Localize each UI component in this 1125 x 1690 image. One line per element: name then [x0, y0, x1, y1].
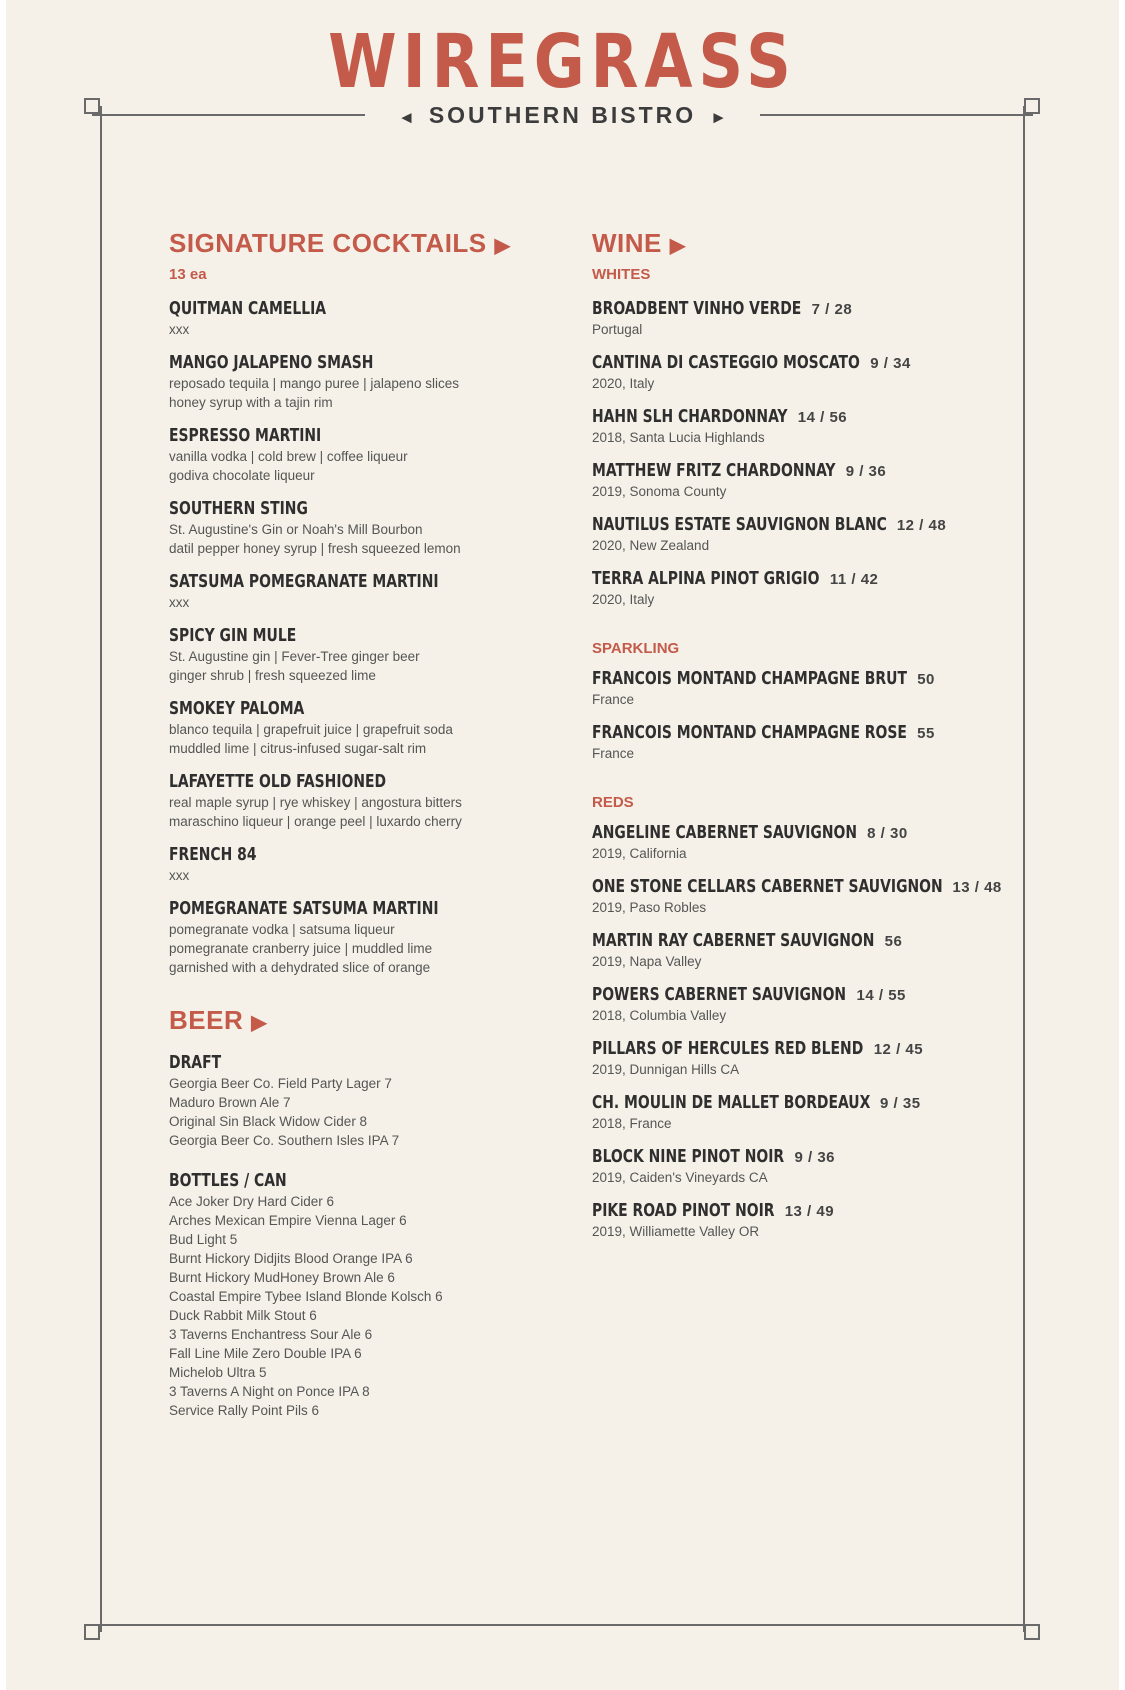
- cocktail-item: [169, 571, 569, 612]
- wine-row: [592, 876, 1012, 898]
- wine-item: [592, 1038, 1012, 1079]
- wine-name: ANGELINE CABERNET SAUVIGNON: [592, 822, 858, 843]
- cocktail-description: reposado tequila | mango puree | jalapeno slices: [169, 376, 459, 391]
- cocktail-description: honey syrup with a tajin rim: [169, 395, 333, 410]
- cocktail-item: [169, 844, 569, 885]
- whites-heading: WHITES: [592, 266, 651, 283]
- wine-detail: 2018, France: [592, 1116, 672, 1131]
- brand-logo: WIREGRASS: [328, 19, 797, 105]
- wine-row: [592, 514, 1012, 536]
- draft-beer-item: Maduro Brown Ale 7: [169, 1095, 291, 1110]
- wine-row: [592, 722, 1012, 744]
- wine-item: [592, 722, 1012, 763]
- frame-right-rule: [1023, 106, 1025, 1632]
- cocktail-description: datil pepper honey syrup | fresh squeezed lemon: [169, 541, 461, 556]
- cocktail-description: blanco tequila | grapefruit juice | grapefruit soda: [169, 722, 453, 737]
- wine-price: 8 / 30: [867, 825, 908, 842]
- wine-item: [592, 876, 1012, 917]
- cocktail-description: muddled lime | citrus-infused sugar-salt rim: [169, 741, 427, 756]
- reds-list: [592, 822, 1012, 1241]
- cocktail-description: real maple syrup | rye whiskey | angostura bitters: [169, 795, 462, 810]
- bottles-beer-item: Arches Mexican Empire Vienna Lager 6: [169, 1213, 407, 1228]
- draft-heading: DRAFT: [169, 1052, 222, 1073]
- wine-detail: 2019, California: [592, 846, 687, 861]
- bottles-beer-item: Michelob Ultra 5: [169, 1365, 267, 1380]
- cocktails-title-text: SIGNATURE COCKTAILS: [169, 228, 487, 258]
- bottles-beer-item: Burnt Hickory MudHoney Brown Ale 6: [169, 1270, 395, 1285]
- pennant-icon: ▶: [494, 235, 511, 257]
- wine-row: [592, 1038, 1012, 1060]
- cocktail-name: ESPRESSO MARTINI: [169, 425, 322, 446]
- wine-price: 12 / 45: [873, 1041, 924, 1058]
- wine-section-title: [592, 226, 1012, 263]
- wine-name: TERRA ALPINA PINOT GRIGIO: [592, 568, 820, 589]
- sparkling-list: [592, 668, 1012, 763]
- frame-corner-bottom-right: [1024, 1624, 1040, 1640]
- wine-detail: Portugal: [592, 322, 643, 337]
- wine-price: 13 / 49: [784, 1203, 835, 1220]
- wine-name: POWERS CABERNET SAUVIGNON: [592, 984, 847, 1005]
- wine-item: [592, 1092, 1012, 1133]
- wine-item: [592, 822, 1012, 863]
- cocktail-name: FRENCH 84: [169, 844, 257, 865]
- wine-item: [592, 1200, 1012, 1241]
- pennant-icon: ▶: [669, 235, 686, 257]
- cocktail-list: [169, 298, 569, 977]
- wine-row: [592, 298, 1012, 320]
- wine-detail: 2019, Williamette Valley OR: [592, 1224, 760, 1239]
- bottles-beer-item: Ace Joker Dry Hard Cider 6: [169, 1194, 335, 1209]
- wine-price: 7 / 28: [811, 301, 853, 318]
- sparkling-heading: SPARKLING: [592, 640, 680, 657]
- bottles-beer-item: Service Rally Point Pils 6: [169, 1403, 320, 1418]
- wine-row: [592, 460, 1012, 482]
- bottles-beer-item: Coastal Empire Tybee Island Blonde Kolsch 6: [169, 1289, 443, 1304]
- bottles-group: [169, 1170, 569, 1420]
- wine-price: 12 / 48: [896, 517, 947, 534]
- cocktail-description: St. Augustine's Gin or Noah's Mill Bourbon: [169, 522, 423, 537]
- wine-detail: 2019, Dunnigan Hills CA: [592, 1062, 740, 1077]
- wine-name: ONE STONE CELLARS CABERNET SAUVIGNON: [592, 876, 943, 897]
- reds-heading: REDS: [592, 794, 634, 811]
- cocktail-item: [169, 425, 569, 485]
- draft-list: [169, 1074, 569, 1150]
- wine-detail: 2019, Napa Valley: [592, 954, 702, 969]
- wine-title-text: WINE: [592, 228, 662, 258]
- wine-detail: France: [592, 746, 635, 761]
- wine-item: [592, 514, 1012, 555]
- bottles-beer-item: 3 Taverns Enchantress Sour Ale 6: [169, 1327, 373, 1342]
- bottles-beer-item: 3 Taverns A Night on Ponce IPA 8: [169, 1384, 370, 1399]
- wine-name: PILLARS OF HERCULES RED BLEND: [592, 1038, 864, 1059]
- wine-detail: 2020, New Zealand: [592, 538, 710, 553]
- wine-price: 11 / 42: [829, 571, 879, 588]
- draft-group: [169, 1052, 569, 1150]
- wine-detail: 2018, Columbia Valley: [592, 1008, 727, 1023]
- bottles-beer-item: Duck Rabbit Milk Stout 6: [169, 1308, 317, 1323]
- wine-price: 9 / 34: [870, 355, 911, 372]
- cocktail-description: xxx: [169, 322, 190, 337]
- cocktail-description: godiva chocolate liqueur: [169, 468, 315, 483]
- wine-name: HAHN SLH CHARDONNAY: [592, 406, 788, 427]
- wine-name: PIKE ROAD PINOT NOIR: [592, 1200, 775, 1221]
- tagline-text: SOUTHERN BISTRO: [428, 102, 697, 128]
- frame-left-rule: [100, 106, 102, 1632]
- cocktail-description: pomegranate cranberry juice | muddled lime: [169, 941, 433, 956]
- wine-price: 14 / 56: [797, 409, 848, 426]
- wine-name: FRANCOIS MONTAND CHAMPAGNE ROSE: [592, 722, 907, 743]
- wine-detail: 2018, Santa Lucia Highlands: [592, 430, 765, 445]
- wine-price: 50: [917, 671, 935, 688]
- wine-item: [592, 460, 1012, 501]
- cocktails-section-title: [169, 226, 569, 263]
- wine-price: 55: [917, 725, 935, 742]
- wine-row: [592, 1092, 1012, 1114]
- whites-list: [592, 298, 1012, 609]
- cocktail-description: St. Augustine gin | Fever-Tree ginger beer: [169, 649, 420, 664]
- wine-name: BROADBENT VINHO VERDE: [592, 298, 802, 319]
- cocktail-name: SATSUMA POMEGRANATE MARTINI: [169, 571, 439, 592]
- wine-name: BLOCK NINE PINOT NOIR: [592, 1146, 785, 1167]
- wine-price: 9 / 35: [880, 1095, 921, 1112]
- wine-detail: 2019, Paso Robles: [592, 900, 707, 915]
- wine-name: MATTHEW FRITZ CHARDONNAY: [592, 460, 836, 481]
- wine-detail: France: [592, 692, 635, 707]
- wine-row: [592, 930, 1012, 952]
- cocktail-description: xxx: [169, 868, 190, 883]
- frame-bottom-rule: [92, 1624, 1034, 1626]
- cocktail-item: [169, 498, 569, 558]
- wine-detail: 2019, Sonoma County: [592, 484, 727, 499]
- cocktail-name: QUITMAN CAMELLIA: [169, 298, 327, 319]
- bottles-list: [169, 1192, 569, 1420]
- wine-row: [592, 352, 1012, 374]
- beer-title-text: BEER: [169, 1005, 244, 1035]
- wine-item: [592, 352, 1012, 393]
- cocktail-name: POMEGRANATE SATSUMA MARTINI: [169, 898, 439, 919]
- wine-row: [592, 668, 1012, 690]
- cocktail-name: SPICY GIN MULE: [169, 625, 297, 646]
- wine-item: [592, 406, 1012, 447]
- cocktail-description: ginger shrub | fresh squeezed lime: [169, 668, 376, 683]
- cocktail-name: MANGO JALAPENO SMASH: [169, 352, 374, 373]
- wine-price: 13 / 48: [952, 879, 1002, 896]
- wine-row: [592, 406, 1012, 428]
- cocktail-item: [169, 352, 569, 412]
- right-column: [592, 226, 1012, 1241]
- wine-name: MARTIN RAY CABERNET SAUVIGNON: [592, 930, 875, 951]
- draft-beer-item: Georgia Beer Co. Southern Isles IPA 7: [169, 1133, 400, 1148]
- pennant-icon: ▶: [251, 1012, 268, 1034]
- bottles-heading: BOTTLES / CAN: [169, 1170, 287, 1191]
- wine-row: [592, 822, 1012, 844]
- wine-name: FRANCOIS MONTAND CHAMPAGNE BRUT: [592, 668, 907, 689]
- wine-item: [592, 1146, 1012, 1187]
- cocktail-item: [169, 898, 569, 977]
- cocktail-item: [169, 625, 569, 685]
- wine-item: [592, 668, 1012, 709]
- arrow-left-icon: ◄: [398, 108, 415, 127]
- wine-price: 9 / 36: [794, 1149, 836, 1166]
- cocktail-item: [169, 698, 569, 758]
- beer-section-title: [169, 1003, 569, 1040]
- cocktail-name: SMOKEY PALOMA: [169, 698, 305, 719]
- wine-detail: 2020, Italy: [592, 592, 655, 607]
- wine-row: [592, 568, 1012, 590]
- wine-name: CANTINA DI CASTEGGIO MOSCATO: [592, 352, 860, 373]
- wine-item: [592, 930, 1012, 971]
- bottles-beer-item: Fall Line Mile Zero Double IPA 6: [169, 1346, 362, 1361]
- draft-beer-item: Georgia Beer Co. Field Party Lager 7: [169, 1076, 392, 1091]
- wine-item: [592, 568, 1012, 609]
- bottles-beer-item: Bud Light 5: [169, 1232, 238, 1247]
- cocktail-description: pomegranate vodka | satsuma liqueur: [169, 922, 395, 937]
- wine-detail: 2020, Italy: [592, 376, 655, 391]
- cocktail-description: vanilla vodka | cold brew | coffee liqueur: [169, 449, 408, 464]
- cocktail-description: garnished with a dehydrated slice of orange: [169, 960, 431, 975]
- cocktail-description: maraschino liqueur | orange peel | luxardo cherry: [169, 814, 462, 829]
- left-column: [169, 226, 569, 1420]
- wine-item: [592, 298, 1012, 339]
- wine-price: 9 / 36: [845, 463, 887, 480]
- cocktail-name: LAFAYETTE OLD FASHIONED: [169, 771, 387, 792]
- cocktail-item: [169, 298, 569, 339]
- bottles-beer-item: Burnt Hickory Didjits Blood Orange IPA 6: [169, 1251, 413, 1266]
- wine-row: [592, 1200, 1012, 1222]
- frame-corner-bottom-left: [84, 1624, 100, 1640]
- wine-item: [592, 984, 1012, 1025]
- wine-price: 14 / 55: [856, 987, 906, 1004]
- wine-row: [592, 1146, 1012, 1168]
- cocktail-name: SOUTHERN STING: [169, 498, 308, 519]
- wine-price: 56: [884, 933, 903, 950]
- cocktail-item: [169, 771, 569, 831]
- wine-detail: 2019, Caiden's Vineyards CA: [592, 1170, 768, 1185]
- cocktails-price-note: 13 ea: [169, 266, 207, 283]
- draft-beer-item: Original Sin Black Widow Cider 8: [169, 1114, 368, 1129]
- wine-row: [592, 984, 1012, 1006]
- cocktail-description: xxx: [169, 595, 190, 610]
- wine-name: CH. MOULIN DE MALLET BORDEAUX: [592, 1092, 871, 1113]
- brand-tagline: [0, 102, 1125, 129]
- wine-name: NAUTILUS ESTATE SAUVIGNON BLANC: [592, 514, 887, 535]
- arrow-right-icon: ►: [710, 108, 727, 127]
